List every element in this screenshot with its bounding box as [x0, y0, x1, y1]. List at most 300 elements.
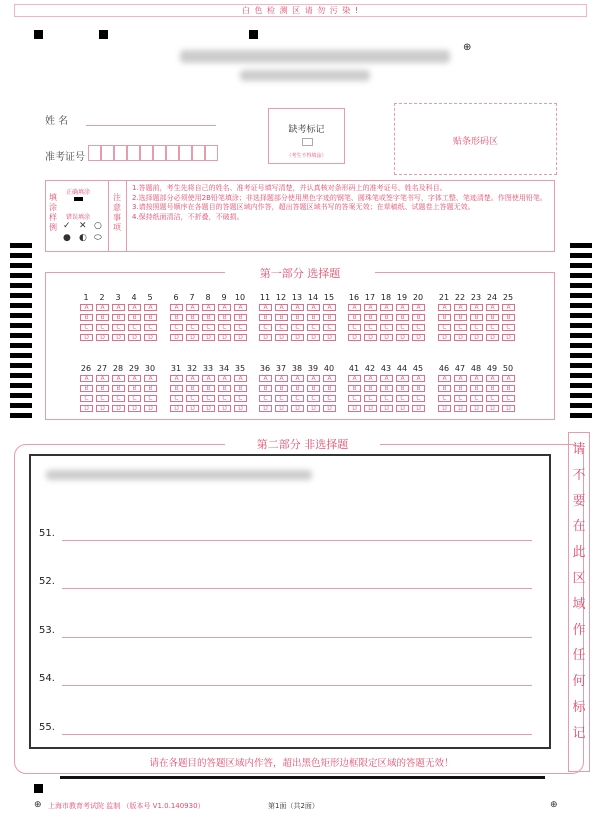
choice-bubble-17-c[interactable]: C [364, 324, 377, 331]
choice-bubble-16-a[interactable]: A [348, 304, 361, 311]
choice-bubble-16-c[interactable]: C [348, 324, 361, 331]
exam-id-digit-box[interactable] [179, 145, 192, 161]
choice-bubble-11-b[interactable]: B [259, 314, 272, 321]
question-number: 2 [99, 293, 105, 302]
timing-mark [10, 363, 32, 368]
choice-bubble-32-c[interactable]: C [186, 395, 199, 402]
choice-bubble-42-a[interactable]: A [364, 375, 377, 382]
choice-bubble-2-d[interactable]: D [96, 334, 109, 341]
choice-bubble-26-a[interactable]: A [80, 375, 93, 382]
choice-bubble-35-b[interactable]: B [234, 385, 247, 392]
choice-bubble-7-a[interactable]: A [186, 304, 199, 311]
choice-bubble-21-b[interactable]: B [438, 314, 451, 321]
choice-bubble-13-a[interactable]: A [291, 304, 304, 311]
choice-bubble-18-a[interactable]: A [380, 304, 393, 311]
choice-bubble-50-d[interactable]: D [502, 405, 515, 412]
choice-bubble-31-a[interactable]: A [170, 375, 183, 382]
choice-bubble-15-b[interactable]: B [323, 314, 336, 321]
exam-id-digit-box[interactable] [114, 145, 127, 161]
choice-bubble-19-b[interactable]: B [396, 314, 409, 321]
choice-bubble-9-a[interactable]: A [218, 304, 231, 311]
choice-bubble-14-a[interactable]: A [307, 304, 320, 311]
choice-bubble-34-a[interactable]: A [218, 375, 231, 382]
choice-bubble-24-b[interactable]: B [486, 314, 499, 321]
timing-mark [10, 243, 32, 248]
timing-mark [249, 30, 258, 39]
choice-bubble-6-d[interactable]: D [170, 334, 183, 341]
timing-mark [10, 253, 32, 258]
question-text-blurred [46, 470, 312, 480]
choice-bubble-20-b[interactable]: B [412, 314, 425, 321]
choice-bubble-11-a[interactable]: A [259, 304, 272, 311]
choice-bubble-48-c[interactable]: C [470, 395, 483, 402]
timing-mark [10, 293, 32, 298]
choice-bubble-1-d[interactable]: D [80, 334, 93, 341]
choice-bubble-49-a[interactable]: A [486, 375, 499, 382]
choice-bubble-10-d[interactable]: D [234, 334, 247, 341]
question-number: 17 [364, 293, 376, 302]
choice-bubble-34-d[interactable]: D [218, 405, 231, 412]
choice-bubble-5-a[interactable]: A [144, 304, 157, 311]
timing-mark [570, 333, 592, 338]
timing-mark [570, 413, 592, 418]
choice-bubble-41-b[interactable]: B [348, 385, 361, 392]
choice-bubble-32-a[interactable]: A [186, 375, 199, 382]
question-number: 43 [380, 364, 392, 373]
part1-title: 第一部分 选择题 [259, 267, 341, 280]
choice-bubble-20-c[interactable]: C [412, 324, 425, 331]
choice-bubble-33-b[interactable]: B [202, 385, 215, 392]
choice-bubble-33-a[interactable]: A [202, 375, 215, 382]
choice-bubble-46-c[interactable]: C [438, 395, 451, 402]
choice-bubble-12-a[interactable]: A [275, 304, 288, 311]
choice-bubble-25-b[interactable]: B [502, 314, 515, 321]
timing-mark [10, 333, 32, 338]
timing-mark [34, 784, 43, 793]
choice-bubble-50-b[interactable]: B [502, 385, 515, 392]
timing-mark [570, 293, 592, 298]
choice-bubble-12-d[interactable]: D [275, 334, 288, 341]
timing-mark [570, 343, 592, 348]
choice-bubble-12-b[interactable]: B [275, 314, 288, 321]
choice-bubble-45-b[interactable]: B [412, 385, 425, 392]
choice-bubble-16-d[interactable]: D [348, 334, 361, 341]
wrong-fill-sample-1: ✓ [63, 221, 71, 231]
wrong-fill-sample-5: ◐ [79, 233, 87, 243]
choice-bubble-7-d[interactable]: D [186, 334, 199, 341]
exam-id-digit-box[interactable] [101, 145, 114, 161]
choice-bubble-43-a[interactable]: A [380, 375, 393, 382]
absent-checkbox [302, 138, 313, 146]
question-number: 40 [323, 364, 335, 373]
choice-bubble-19-c[interactable]: C [396, 324, 409, 331]
choice-bubble-4-b[interactable]: B [128, 314, 141, 321]
choice-bubble-22-d[interactable]: D [454, 334, 467, 341]
choice-bubble-15-d[interactable]: D [323, 334, 336, 341]
choice-bubble-47-d[interactable]: D [454, 405, 467, 412]
choice-bubble-2-a[interactable]: A [96, 304, 109, 311]
choice-bubble-39-d[interactable]: D [307, 405, 320, 412]
choice-bubble-19-d[interactable]: D [396, 334, 409, 341]
choice-bubble-25-a[interactable]: A [502, 304, 515, 311]
question-number-52: 52. [39, 576, 55, 587]
choice-bubble-44-a[interactable]: A [396, 375, 409, 382]
choice-bubble-40-b[interactable]: B [323, 385, 336, 392]
fill-example-side-label: 填涂样例 [49, 193, 57, 232]
side-warning-char: 请 [572, 442, 586, 457]
choice-bubble-10-a[interactable]: A [234, 304, 247, 311]
choice-bubble-9-d[interactable]: D [218, 334, 231, 341]
choice-bubble-43-d[interactable]: D [380, 405, 393, 412]
exam-id-digit-box[interactable] [140, 145, 153, 161]
choice-bubble-20-a[interactable]: A [412, 304, 425, 311]
choice-bubble-23-a[interactable]: A [470, 304, 483, 311]
choice-bubble-30-d[interactable]: D [144, 405, 157, 412]
crosshair-icon: ⊕ [550, 800, 558, 810]
choice-bubble-37-a[interactable]: A [275, 375, 288, 382]
choice-bubble-24-d[interactable]: D [486, 334, 499, 341]
footer-publisher: 上海市教育考试院 监制 （版本号 V1.0.140930） [48, 802, 205, 810]
choice-bubble-6-a[interactable]: A [170, 304, 183, 311]
choice-bubble-11-c[interactable]: C [259, 324, 272, 331]
choice-bubble-38-d[interactable]: D [291, 405, 304, 412]
choice-bubble-23-b[interactable]: B [470, 314, 483, 321]
choice-bubble-41-c[interactable]: C [348, 395, 361, 402]
question-number: 42 [364, 364, 376, 373]
choice-bubble-8-c[interactable]: C [202, 324, 215, 331]
side-warning-char: 任 [572, 648, 586, 664]
choice-bubble-18-b[interactable]: B [380, 314, 393, 321]
choice-bubble-1-c[interactable]: C [80, 324, 93, 331]
timing-mark [570, 383, 592, 388]
name-field[interactable] [86, 125, 216, 126]
question-number: 38 [291, 364, 303, 373]
choice-bubble-7-b[interactable]: B [186, 314, 199, 321]
exam-id-digit-box[interactable] [166, 145, 179, 161]
choice-bubble-16-b[interactable]: B [348, 314, 361, 321]
choice-bubble-46-a[interactable]: A [438, 375, 451, 382]
choice-bubble-43-c[interactable]: C [380, 395, 393, 402]
side-warning-char: 要 [572, 493, 586, 509]
choice-bubble-48-d[interactable]: D [470, 405, 483, 412]
choice-bubble-39-c[interactable]: C [307, 395, 320, 402]
question-number: 28 [112, 364, 124, 373]
answer-area[interactable] [29, 454, 551, 749]
choice-bubble-31-c[interactable]: C [170, 395, 183, 402]
choice-bubble-42-c[interactable]: C [364, 395, 377, 402]
choice-bubble-3-a[interactable]: A [112, 304, 125, 311]
choice-bubble-44-c[interactable]: C [396, 395, 409, 402]
question-number: 48 [470, 364, 482, 373]
choice-bubble-45-d[interactable]: D [412, 405, 425, 412]
choice-bubble-29-b[interactable]: B [128, 385, 141, 392]
choice-bubble-3-d[interactable]: D [112, 334, 125, 341]
choice-bubble-21-c[interactable]: C [438, 324, 451, 331]
choice-bubble-4-a[interactable]: A [128, 304, 141, 311]
question-number: 31 [170, 364, 182, 373]
choice-bubble-27-c[interactable]: C [96, 395, 109, 402]
choice-bubble-36-d[interactable]: D [259, 405, 272, 412]
choice-bubble-13-c[interactable]: C [291, 324, 304, 331]
wrong-fill-label: 错误填涂 [66, 214, 91, 221]
barcode-label: 贴条形码区 [452, 137, 498, 147]
choice-bubble-26-c[interactable]: C [80, 395, 93, 402]
choice-bubble-38-b[interactable]: B [291, 385, 304, 392]
choice-bubble-24-a[interactable]: A [486, 304, 499, 311]
choice-bubble-42-b[interactable]: B [364, 385, 377, 392]
choice-bubble-3-b[interactable]: B [112, 314, 125, 321]
timing-mark [34, 30, 43, 39]
question-number: 10 [234, 293, 246, 302]
choice-bubble-8-a[interactable]: A [202, 304, 215, 311]
choice-bubble-14-d[interactable]: D [307, 334, 320, 341]
absent-note: （考生不得填涂） [286, 153, 327, 159]
choice-bubble-27-b[interactable]: B [96, 385, 109, 392]
choice-bubble-46-d[interactable]: D [438, 405, 451, 412]
absent-mark-box [268, 108, 345, 164]
choice-bubble-30-b[interactable]: B [144, 385, 157, 392]
choice-bubble-36-c[interactable]: C [259, 395, 272, 402]
right-timing-strip [570, 243, 592, 423]
side-warning-char: 作 [572, 622, 586, 638]
question-number: 24 [486, 293, 498, 302]
choice-bubble-10-b[interactable]: B [234, 314, 247, 321]
side-warning-char: 在 [572, 519, 586, 535]
choice-bubble-34-b[interactable]: B [218, 385, 231, 392]
exam-title-blurred [180, 50, 450, 63]
choice-bubble-24-c[interactable]: C [486, 324, 499, 331]
choice-bubble-36-b[interactable]: B [259, 385, 272, 392]
choice-bubble-5-b[interactable]: B [144, 314, 157, 321]
choice-bubble-47-a[interactable]: A [454, 375, 467, 382]
choice-bubble-28-a[interactable]: A [112, 375, 125, 382]
question-number-51: 51. [39, 528, 55, 539]
choice-bubble-5-c[interactable]: C [144, 324, 157, 331]
choice-bubble-28-c[interactable]: C [112, 395, 125, 402]
choice-bubble-40-a[interactable]: A [323, 375, 336, 382]
choice-bubble-44-d[interactable]: D [396, 405, 409, 412]
timing-mark [10, 343, 32, 348]
choice-bubble-45-c[interactable]: C [412, 395, 425, 402]
question-number: 3 [115, 293, 121, 302]
choice-bubble-37-d[interactable]: D [275, 405, 288, 412]
choice-bubble-25-d[interactable]: D [502, 334, 515, 341]
choice-bubble-2-b[interactable]: B [96, 314, 109, 321]
timing-mark [10, 283, 32, 288]
question-number-54: 54. [39, 673, 55, 684]
choice-bubble-4-d[interactable]: D [128, 334, 141, 341]
choice-bubble-31-b[interactable]: B [170, 385, 183, 392]
choice-bubble-44-b[interactable]: B [396, 385, 409, 392]
choice-bubble-9-b[interactable]: B [218, 314, 231, 321]
choice-bubble-10-c[interactable]: C [234, 324, 247, 331]
choice-bubble-30-c[interactable]: C [144, 395, 157, 402]
side-warning-char: 此 [572, 545, 586, 561]
note-item-2: 2.选择题部分必须使用2B铅笔填涂；非选择题部分使用黑色字迹的钢笔、圆珠笔或签字笔书写，字体工整、笔迹清楚。作图使用铅笔。 [132, 193, 547, 202]
choice-bubble-23-c[interactable]: C [470, 324, 483, 331]
exam-id-digit-box[interactable] [205, 145, 218, 161]
choice-bubble-41-d[interactable]: D [348, 405, 361, 412]
answer-line [62, 734, 532, 735]
answer-line [62, 685, 532, 686]
choice-bubble-39-b[interactable]: B [307, 385, 320, 392]
choice-bubble-13-b[interactable]: B [291, 314, 304, 321]
choice-bubble-34-c[interactable]: C [218, 395, 231, 402]
choice-bubble-30-a[interactable]: A [144, 375, 157, 382]
choice-bubble-36-a[interactable]: A [259, 375, 272, 382]
choice-bubble-8-d[interactable]: D [202, 334, 215, 341]
choice-bubble-26-d[interactable]: D [80, 405, 93, 412]
wrong-fill-sample-4: ● [63, 233, 71, 243]
timing-mark [10, 273, 32, 278]
choice-bubble-6-b[interactable]: B [170, 314, 183, 321]
correct-fill-sample [74, 197, 83, 201]
footer-page: 第1面（共2面） [268, 802, 319, 810]
question-number: 12 [275, 293, 287, 302]
barcode-area [394, 103, 557, 175]
timing-mark [570, 243, 592, 248]
absent-title: 缺考标记 [288, 125, 325, 135]
choice-bubble-29-d[interactable]: D [128, 405, 141, 412]
choice-bubble-21-d[interactable]: D [438, 334, 451, 341]
choice-bubble-45-a[interactable]: A [412, 375, 425, 382]
bottom-rule [60, 776, 545, 779]
correct-fill-label: 正确填涂 [66, 189, 91, 196]
choice-bubble-40-d[interactable]: D [323, 405, 336, 412]
exam-id-digit-box[interactable] [88, 145, 101, 161]
choice-bubble-47-c[interactable]: C [454, 395, 467, 402]
question-number: 47 [454, 364, 466, 373]
choice-bubble-28-d[interactable]: D [112, 405, 125, 412]
choice-bubble-48-b[interactable]: B [470, 385, 483, 392]
part2-title: 第二部分 非选择题 [256, 438, 349, 451]
question-number: 11 [259, 293, 271, 302]
choice-bubble-33-c[interactable]: C [202, 395, 215, 402]
question-number: 23 [470, 293, 482, 302]
notes-list [132, 184, 552, 222]
choice-bubble-15-a[interactable]: A [323, 304, 336, 311]
choice-bubble-12-c[interactable]: C [275, 324, 288, 331]
timing-mark [10, 403, 32, 408]
note-item-1: 1.答题前，考生先将自己的姓名、准考证号填写清楚，并认真核对条形码上的准考证号、姓名及科目。 [132, 184, 447, 192]
question-number: 32 [186, 364, 198, 373]
side-warning-text [569, 433, 589, 747]
choice-bubble-35-c[interactable]: C [234, 395, 247, 402]
choice-bubble-13-d[interactable]: D [291, 334, 304, 341]
question-number: 34 [218, 364, 230, 373]
choice-bubble-26-b[interactable]: B [80, 385, 93, 392]
choice-bubble-39-a[interactable]: A [307, 375, 320, 382]
choice-bubble-38-c[interactable]: C [291, 395, 304, 402]
question-number: 15 [323, 293, 335, 302]
choice-bubble-11-d[interactable]: D [259, 334, 272, 341]
choice-bubble-18-d[interactable]: D [380, 334, 393, 341]
choice-bubble-31-d[interactable]: D [170, 405, 183, 412]
choice-bubble-6-c[interactable]: C [170, 324, 183, 331]
timing-mark [570, 253, 592, 258]
choice-bubble-17-b[interactable]: B [364, 314, 377, 321]
choice-bubble-18-c[interactable]: C [380, 324, 393, 331]
choice-bubble-27-d[interactable]: D [96, 405, 109, 412]
choice-bubble-42-d[interactable]: D [364, 405, 377, 412]
choice-bubble-20-d[interactable]: D [412, 334, 425, 341]
exam-id-digit-box[interactable] [192, 145, 205, 161]
choice-bubble-14-b[interactable]: B [307, 314, 320, 321]
choice-bubble-25-c[interactable]: C [502, 324, 515, 331]
question-number: 46 [438, 364, 450, 373]
choice-bubble-9-c[interactable]: C [218, 324, 231, 331]
choice-bubble-50-a[interactable]: A [502, 375, 515, 382]
choice-bubble-41-a[interactable]: A [348, 375, 361, 382]
choice-bubble-43-b[interactable]: B [380, 385, 393, 392]
choice-bubble-32-b[interactable]: B [186, 385, 199, 392]
question-number: 49 [486, 364, 498, 373]
choice-bubble-29-c[interactable]: C [128, 395, 141, 402]
choice-bubble-33-d[interactable]: D [202, 405, 215, 412]
choice-bubble-27-a[interactable]: A [96, 375, 109, 382]
choice-bubble-4-c[interactable]: C [128, 324, 141, 331]
choice-bubble-22-a[interactable]: A [454, 304, 467, 311]
choice-bubble-46-b[interactable]: B [438, 385, 451, 392]
choice-bubble-49-c[interactable]: C [486, 395, 499, 402]
choice-bubble-1-b[interactable]: B [80, 314, 93, 321]
choice-bubble-47-b[interactable]: B [454, 385, 467, 392]
choice-bubble-49-b[interactable]: B [486, 385, 499, 392]
question-number: 19 [396, 293, 408, 302]
exam-id-digit-box[interactable] [127, 145, 140, 161]
timing-mark [570, 263, 592, 268]
choice-bubble-22-c[interactable]: C [454, 324, 467, 331]
side-warning-char: 记 [572, 725, 586, 741]
choice-bubble-35-a[interactable]: A [234, 375, 247, 382]
choice-bubble-8-b[interactable]: B [202, 314, 215, 321]
choice-bubble-19-a[interactable]: A [396, 304, 409, 311]
side-warning-char: 域 [572, 596, 586, 612]
choice-bubble-28-b[interactable]: B [112, 385, 125, 392]
choice-bubble-50-c[interactable]: C [502, 395, 515, 402]
choice-bubble-40-c[interactable]: C [323, 395, 336, 402]
timing-mark [99, 30, 108, 39]
choice-bubble-38-a[interactable]: A [291, 375, 304, 382]
choice-bubble-37-b[interactable]: B [275, 385, 288, 392]
answer-line [62, 637, 532, 638]
choice-bubble-49-d[interactable]: D [486, 405, 499, 412]
choice-bubble-17-d[interactable]: D [364, 334, 377, 341]
choice-bubble-37-c[interactable]: C [275, 395, 288, 402]
choice-bubble-7-c[interactable]: C [186, 324, 199, 331]
timing-mark [10, 393, 32, 398]
choice-bubble-1-a[interactable]: A [80, 304, 93, 311]
choice-bubble-17-a[interactable]: A [364, 304, 377, 311]
choice-bubble-22-b[interactable]: B [454, 314, 467, 321]
question-number: 35 [234, 364, 246, 373]
choice-bubble-23-d[interactable]: D [470, 334, 483, 341]
question-number: 13 [291, 293, 303, 302]
side-warning-box [568, 432, 590, 772]
exam-id-digit-box[interactable] [153, 145, 166, 161]
choice-bubble-48-a[interactable]: A [470, 375, 483, 382]
question-number: 50 [502, 364, 514, 373]
choice-bubble-32-d[interactable]: D [186, 405, 199, 412]
choice-bubble-2-c[interactable]: C [96, 324, 109, 331]
choice-bubble-5-d[interactable]: D [144, 334, 157, 341]
choice-bubble-14-c[interactable]: C [307, 324, 320, 331]
choice-bubble-15-c[interactable]: C [323, 324, 336, 331]
choice-bubble-29-a[interactable]: A [128, 375, 141, 382]
choice-bubble-3-c[interactable]: C [112, 324, 125, 331]
choice-bubble-35-d[interactable]: D [234, 405, 247, 412]
choice-bubble-21-a[interactable]: A [438, 304, 451, 311]
